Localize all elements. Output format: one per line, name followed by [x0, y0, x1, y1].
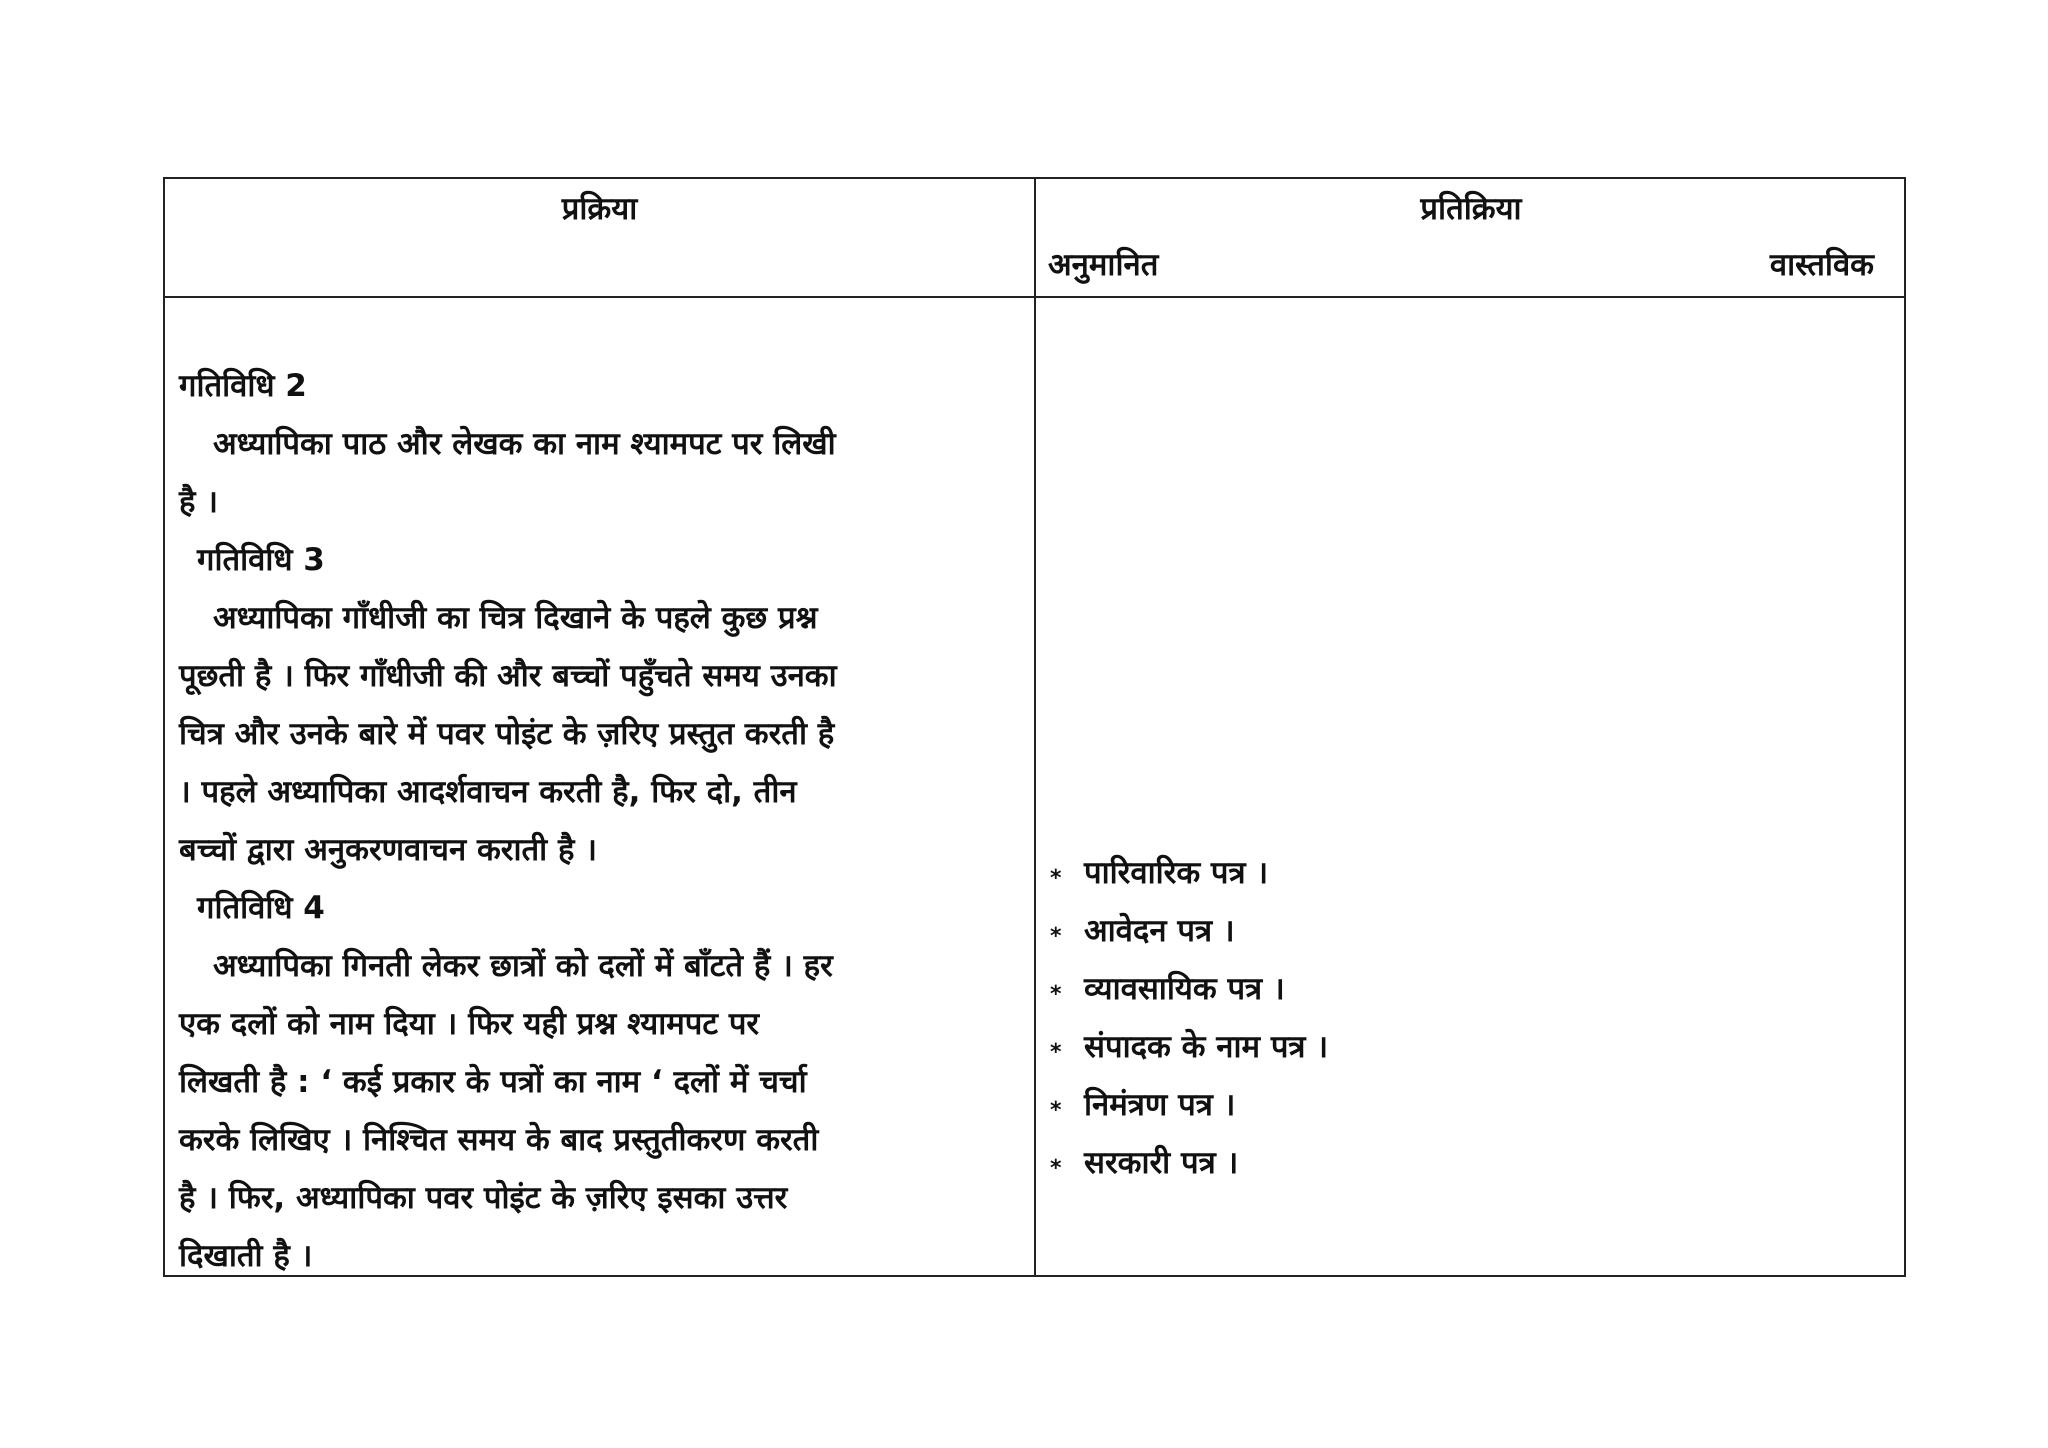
response-item [1050, 1018, 1328, 1076]
lesson-table [163, 177, 1906, 1277]
response-item-text: निमंत्रण पत्र । [1084, 1087, 1236, 1123]
process-line: गतिविधि 4 [197, 890, 325, 926]
process-line: है । [179, 484, 219, 520]
process-line: दिखाती है । [179, 1238, 313, 1274]
asterisk-bullet-icon: ⁎ [1050, 918, 1062, 943]
header-process: प्रक्रिया [561, 191, 638, 227]
response-item [1050, 902, 1328, 960]
asterisk-bullet-icon: ⁎ [1050, 1034, 1062, 1059]
asterisk-bullet-icon: ⁎ [1050, 1150, 1062, 1175]
process-cell [179, 357, 1029, 1285]
header-estimated: अनुमानित [1048, 247, 1159, 283]
header-divider [165, 296, 1904, 298]
asterisk-bullet-icon: ⁎ [1050, 860, 1062, 885]
process-line: अध्यापिका पाठ और लेखक का नाम श्यामपट पर लिखी [213, 426, 836, 462]
process-line: एक दलों को नाम दिया । फिर यही प्रश्न श्यामपट पर [179, 1006, 760, 1042]
response-item-text: व्यावसायिक पत्र । [1084, 971, 1285, 1007]
process-line: है । फिर, अध्यापिका पवर पोइंट के ज़रिए इसका उत्तर [179, 1180, 788, 1216]
response-item [1050, 844, 1328, 902]
response-item-text: सरकारी पत्र । [1084, 1145, 1239, 1181]
header-response: प्रतिक्रिया [1420, 191, 1522, 227]
column-divider [1034, 179, 1036, 1275]
response-item-text: आवेदन पत्र । [1084, 913, 1235, 949]
process-line: अध्यापिका गाँधीजी का चित्र दिखाने के पहले कुछ प्रश्न [213, 600, 818, 636]
header-actual: वास्तविक [1769, 247, 1874, 283]
response-item-text: संपादक के नाम पत्र । [1084, 1029, 1329, 1065]
process-line: गतिविधि 2 [179, 368, 307, 404]
response-item-text: पारिवारिक पत्र । [1084, 855, 1269, 891]
response-item [1050, 960, 1328, 1018]
process-line: लिखती है : ‘ कई प्रकार के पत्रों का नाम ‘ दलों में चर्चा [179, 1064, 807, 1100]
asterisk-bullet-icon: ⁎ [1050, 1092, 1062, 1117]
response-item [1050, 1134, 1328, 1192]
response-item [1050, 1076, 1328, 1134]
process-line: । पहले अध्यापिका आदर्शवाचन करती है, फिर दो, तीन [179, 774, 797, 810]
asterisk-bullet-icon: ⁎ [1050, 976, 1062, 1001]
process-line: अध्यापिका गिनती लेकर छात्रों को दलों में बाँटते हैं । हर [213, 948, 833, 984]
process-line: करके लिखिए । निश्चित समय के बाद प्रस्तुतीकरण करती [179, 1122, 819, 1158]
process-line: बच्चों द्वारा अनुकरणवाचन कराती है । [179, 832, 597, 868]
process-line: चित्र और उनके बारे में पवर पोइंट के ज़रिए प्रस्तुत करती है [179, 716, 835, 752]
process-line: गतिविधि 3 [197, 542, 325, 578]
process-line: पूछती है । फिर गाँधीजी की और बच्चों पहुँचते समय उनका [179, 658, 837, 694]
response-list [1050, 844, 1328, 1192]
